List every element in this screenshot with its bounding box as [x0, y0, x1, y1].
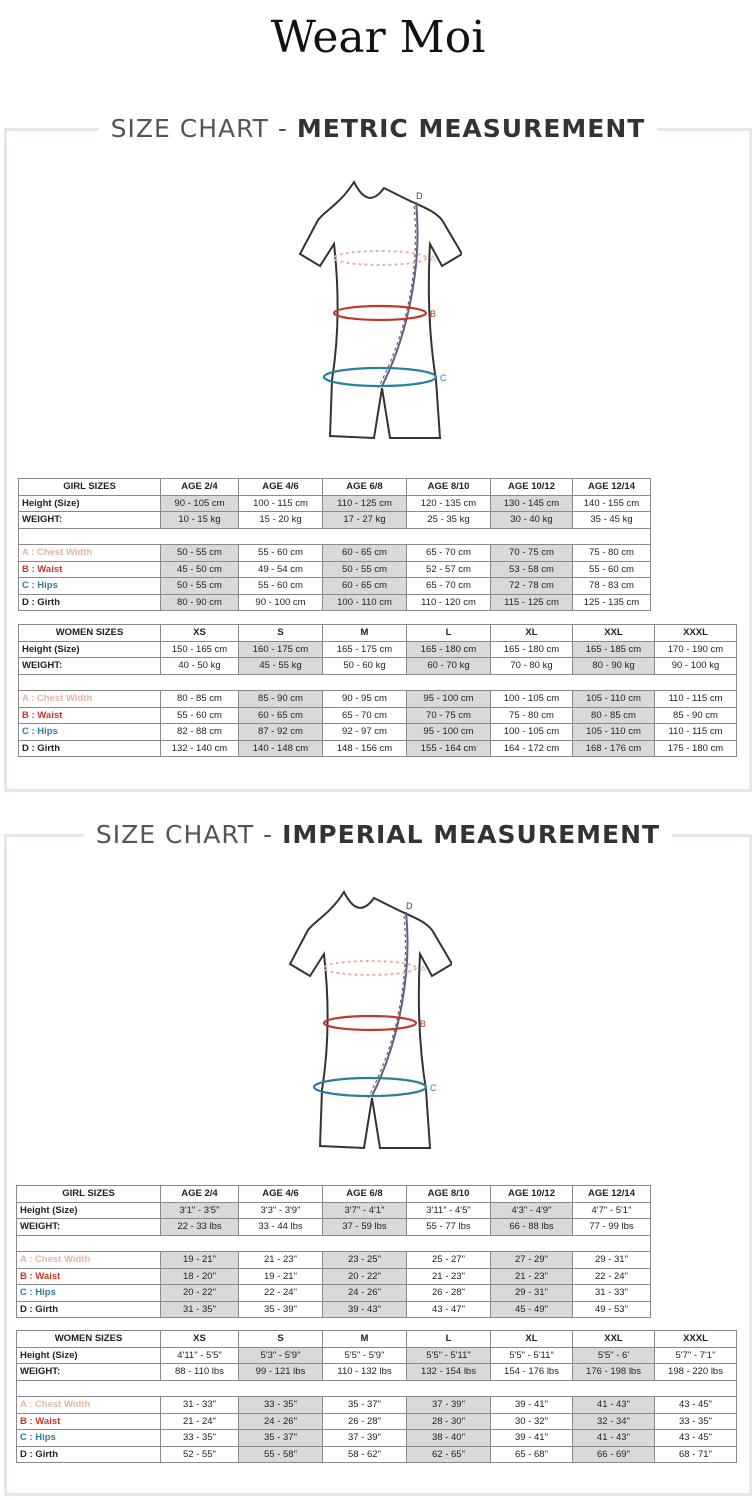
table-cell: 105 - 110 cm [573, 691, 655, 708]
table-cell: 24 - 26" [239, 1413, 323, 1430]
table-cell: 75 - 80 cm [573, 545, 651, 562]
table-cell: 21 - 23" [407, 1268, 491, 1285]
header-label: GIRL SIZES [19, 479, 161, 496]
table-cell: 95 - 100 cm [407, 691, 491, 708]
table-row [17, 1397, 737, 1414]
size-header: XXXL [655, 1331, 737, 1348]
table-cell: 5'5" - 5'11" [407, 1347, 491, 1364]
table-row [17, 1347, 737, 1364]
size-header: S [239, 1331, 323, 1348]
size-header: AGE 2/4 [161, 1186, 239, 1203]
row-label: WEIGHT: [17, 1364, 161, 1381]
table-cell: 5'3" - 5'9" [239, 1347, 323, 1364]
table-cell: 50 - 55 cm [161, 545, 239, 562]
table-cell: 33 - 35" [655, 1413, 737, 1430]
metric-body-diagram [292, 180, 462, 447]
header-label: WOMEN SIZES [19, 625, 161, 642]
table-cell: 32 - 34" [573, 1413, 655, 1430]
table-cell: 21 - 23" [239, 1252, 323, 1269]
table-cell: 130 - 145 cm [491, 495, 573, 512]
row-label: D : Girth [19, 740, 161, 757]
table-row [17, 1446, 737, 1463]
table-cell: 65 - 70 cm [407, 545, 491, 562]
table-cell: 52 - 57 cm [407, 561, 491, 578]
table-cell: 87 - 92 cm [239, 724, 323, 741]
table-cell: 3'7" - 4'1" [323, 1202, 407, 1219]
size-header: S [239, 625, 323, 642]
table-cell: 90 - 95 cm [323, 691, 407, 708]
imperial-title-plain: SIZE CHART - [95, 820, 274, 849]
table-cell: 5'5" - 5'11" [491, 1347, 573, 1364]
table-cell: 80 - 85 cm [573, 707, 655, 724]
table-header-row [17, 1186, 651, 1203]
table-row [17, 1202, 651, 1219]
table-row [19, 545, 651, 562]
table-cell: 65 - 70 cm [323, 707, 407, 724]
table-cell: 24 - 26" [323, 1285, 407, 1302]
table-row [19, 512, 651, 529]
table-cell: 43 - 45" [655, 1430, 737, 1447]
table-cell: 55 - 60 cm [161, 707, 239, 724]
table-row [17, 1364, 737, 1381]
table-cell: 45 - 50 cm [161, 561, 239, 578]
spacer-row [17, 1380, 737, 1397]
table-row [19, 707, 737, 724]
label-c: C [440, 373, 447, 383]
table-cell: 66 - 69" [573, 1446, 655, 1463]
table-cell: 55 - 60 cm [239, 578, 323, 595]
table-cell: 55 - 60 cm [573, 561, 651, 578]
size-header: XXL [573, 625, 655, 642]
table-cell: 85 - 90 cm [239, 691, 323, 708]
table-cell: 17 - 27 kg [323, 512, 407, 529]
table-row [17, 1268, 651, 1285]
table-cell: 40 - 50 kg [161, 658, 239, 675]
table-cell: 140 - 148 cm [239, 740, 323, 757]
imperial-section-title [0, 820, 756, 849]
table-row [17, 1252, 651, 1269]
row-label: B : Waist [19, 561, 161, 578]
table-cell: 5'5" - 6' [573, 1347, 655, 1364]
table-cell: 80 - 85 cm [161, 691, 239, 708]
table-cell: 198 - 220 lbs [655, 1364, 737, 1381]
row-label: C : Hips [19, 724, 161, 741]
table-cell: 55 - 58" [239, 1446, 323, 1463]
table-cell: 90 - 100 cm [239, 594, 323, 611]
table-cell: 110 - 115 cm [655, 691, 737, 708]
size-header: AGE 6/8 [323, 479, 407, 496]
table-row [19, 641, 737, 658]
table-cell: 100 - 105 cm [491, 724, 573, 741]
size-header: M [323, 1331, 407, 1348]
table-cell: 20 - 22" [323, 1268, 407, 1285]
table-cell: 29 - 31" [573, 1252, 651, 1269]
table-cell: 31 - 33" [573, 1285, 651, 1302]
table-cell: 50 - 55 cm [161, 578, 239, 595]
table-cell: 3'11" - 4'5" [407, 1202, 491, 1219]
table-cell: 4'11" - 5'5" [161, 1347, 239, 1364]
table-cell: 4'7" - 5'1" [573, 1202, 651, 1219]
bodysuit-diagram [282, 890, 452, 1152]
row-label: Height (Size) [19, 641, 161, 658]
table-cell: 110 - 115 cm [655, 724, 737, 741]
table-cell: 88 - 110 lbs [161, 1364, 239, 1381]
table-cell: 100 - 110 cm [323, 594, 407, 611]
table-cell: 39 - 43" [323, 1301, 407, 1318]
label-c: C [430, 1083, 437, 1093]
table-cell: 140 - 155 cm [573, 495, 651, 512]
label-d: D [416, 191, 423, 201]
table-cell: 60 - 65 cm [323, 545, 407, 562]
table-row [19, 724, 737, 741]
header-label: WOMEN SIZES [17, 1331, 161, 1348]
spacer-row [17, 1235, 651, 1252]
metric-title-bold: METRIC MEASUREMENT [296, 114, 646, 143]
table-cell: 155 - 164 cm [407, 740, 491, 757]
table-cell: 120 - 135 cm [407, 495, 491, 512]
table-row [17, 1301, 651, 1318]
table-cell: 39 - 41" [491, 1397, 573, 1414]
imperial-title-bold: IMPERIAL MEASUREMENT [282, 820, 661, 849]
size-header: XXL [573, 1331, 655, 1348]
table-cell: 99 - 121 lbs [239, 1364, 323, 1381]
table-cell: 43 - 45" [655, 1397, 737, 1414]
table-cell: 37 - 59 lbs [323, 1219, 407, 1236]
table-cell: 110 - 132 lbs [323, 1364, 407, 1381]
table-row [17, 1219, 651, 1236]
row-label: D : Girth [19, 594, 161, 611]
row-label: Height (Size) [17, 1202, 161, 1219]
size-header: AGE 8/10 [407, 479, 491, 496]
size-header: AGE 12/14 [573, 479, 651, 496]
table-cell: 25 - 27" [407, 1252, 491, 1269]
table-cell: 19 - 21" [239, 1268, 323, 1285]
table-cell: 30 - 32" [491, 1413, 573, 1430]
size-header: L [407, 1331, 491, 1348]
table-cell: 77 - 99 lbs [573, 1219, 651, 1236]
table-row [17, 1285, 651, 1302]
metric-girls-table [18, 478, 651, 611]
table-cell: 110 - 120 cm [407, 594, 491, 611]
table-cell: 49 - 53" [573, 1301, 651, 1318]
table-cell: 165 - 175 cm [323, 641, 407, 658]
row-label: C : Hips [19, 578, 161, 595]
table-cell: 90 - 100 kg [655, 658, 737, 675]
table-cell: 10 - 15 kg [161, 512, 239, 529]
size-header: XL [491, 1331, 573, 1348]
table-row [17, 1413, 737, 1430]
table-cell: 22 - 24" [573, 1268, 651, 1285]
row-label: D : Girth [17, 1301, 161, 1318]
table-cell: 55 - 77 lbs [407, 1219, 491, 1236]
table-cell: 78 - 83 cm [573, 578, 651, 595]
size-header: L [407, 625, 491, 642]
table-cell: 164 - 172 cm [491, 740, 573, 757]
table-cell: 29 - 31" [491, 1285, 573, 1302]
label-d: D [406, 901, 413, 911]
table-cell: 115 - 125 cm [491, 594, 573, 611]
table-cell: 160 - 175 cm [239, 641, 323, 658]
metric-title-plain: SIZE CHART - [110, 114, 288, 143]
row-label: A : Chest Width [19, 691, 161, 708]
spacer-row [19, 528, 651, 545]
label-a: A [430, 254, 437, 264]
row-label: C : Hips [17, 1430, 161, 1447]
table-cell: 148 - 156 cm [323, 740, 407, 757]
metric-women-table [18, 624, 737, 757]
table-cell: 31 - 33" [161, 1397, 239, 1414]
row-label: WEIGHT: [19, 512, 161, 529]
table-cell: 38 - 40" [407, 1430, 491, 1447]
table-row [19, 658, 737, 675]
table-cell: 72 - 78 cm [491, 578, 573, 595]
table-cell: 65 - 68" [491, 1446, 573, 1463]
table-cell: 53 - 58 cm [491, 561, 573, 578]
row-label: A : Chest Width [17, 1252, 161, 1269]
table-cell: 80 - 90 cm [161, 594, 239, 611]
brand-logo-wordmark [0, 0, 756, 70]
table-cell: 175 - 180 cm [655, 740, 737, 757]
row-label: C : Hips [17, 1285, 161, 1302]
table-cell: 65 - 70 cm [407, 578, 491, 595]
table-cell: 176 - 198 lbs [573, 1364, 655, 1381]
table-cell: 33 - 44 lbs [239, 1219, 323, 1236]
imperial-body-diagram [282, 890, 452, 1157]
table-cell: 90 - 105 cm [161, 495, 239, 512]
table-cell: 62 - 65" [407, 1446, 491, 1463]
table-cell: 41 - 43" [573, 1397, 655, 1414]
table-cell: 20 - 22" [161, 1285, 239, 1302]
table-cell: 3'1" - 3'5" [161, 1202, 239, 1219]
table-cell: 125 - 135 cm [573, 594, 651, 611]
table-cell: 50 - 55 cm [323, 561, 407, 578]
row-label: Height (Size) [19, 495, 161, 512]
size-header: AGE 4/6 [239, 1186, 323, 1203]
table-cell: 70 - 75 cm [407, 707, 491, 724]
row-label: A : Chest Width [17, 1397, 161, 1414]
table-cell: 35 - 45 kg [573, 512, 651, 529]
table-row [19, 561, 651, 578]
table-cell: 82 - 88 cm [161, 724, 239, 741]
row-label: WEIGHT: [17, 1219, 161, 1236]
table-cell: 100 - 105 cm [491, 691, 573, 708]
size-header: M [323, 625, 407, 642]
row-label: WEIGHT: [19, 658, 161, 675]
table-cell: 33 - 35" [161, 1430, 239, 1447]
imperial-girls-table [16, 1185, 651, 1318]
table-row [19, 594, 651, 611]
table-cell: 22 - 24" [239, 1285, 323, 1302]
table-cell: 35 - 37" [323, 1397, 407, 1414]
table-cell: 23 - 25" [323, 1252, 407, 1269]
table-cell: 30 - 40 kg [491, 512, 573, 529]
table-cell: 33 - 35" [239, 1397, 323, 1414]
table-cell: 3'3" - 3'9" [239, 1202, 323, 1219]
table-cell: 95 - 100 cm [407, 724, 491, 741]
table-cell: 41 - 43" [573, 1430, 655, 1447]
spacer-row [19, 674, 737, 691]
table-cell: 80 - 90 kg [573, 658, 655, 675]
table-cell: 170 - 190 cm [655, 641, 737, 658]
table-cell: 68 - 71" [655, 1446, 737, 1463]
table-cell: 132 - 140 cm [161, 740, 239, 757]
row-label: B : Waist [19, 707, 161, 724]
table-cell: 49 - 54 cm [239, 561, 323, 578]
table-cell: 154 - 176 lbs [491, 1364, 573, 1381]
table-cell: 35 - 39" [239, 1301, 323, 1318]
table-cell: 60 - 65 cm [239, 707, 323, 724]
table-cell: 60 - 70 kg [407, 658, 491, 675]
table-header-row [17, 1331, 737, 1348]
bodysuit-diagram [292, 180, 462, 442]
label-b: B [420, 1019, 427, 1029]
table-cell: 45 - 55 kg [239, 658, 323, 675]
table-cell: 92 - 97 cm [323, 724, 407, 741]
brand-name: Wear Moi [270, 12, 486, 63]
imperial-women-table [16, 1330, 737, 1463]
table-cell: 100 - 115 cm [239, 495, 323, 512]
table-cell: 168 - 176 cm [573, 740, 655, 757]
table-row [19, 740, 737, 757]
row-label: A : Chest Width [19, 545, 161, 562]
table-cell: 19 - 21" [161, 1252, 239, 1269]
size-header: AGE 12/14 [573, 1186, 651, 1203]
size-header: AGE 6/8 [323, 1186, 407, 1203]
table-row [19, 495, 651, 512]
size-header: XS [161, 1331, 239, 1348]
table-cell: 110 - 125 cm [323, 495, 407, 512]
table-cell: 85 - 90 cm [655, 707, 737, 724]
table-cell: 37 - 39" [323, 1430, 407, 1447]
table-cell: 66 - 88 lbs [491, 1219, 573, 1236]
table-cell: 39 - 41" [491, 1430, 573, 1447]
table-cell: 165 - 185 cm [573, 641, 655, 658]
table-cell: 45 - 49" [491, 1301, 573, 1318]
table-cell: 5'7" - 7'1" [655, 1347, 737, 1364]
table-cell: 5'5" - 5'9" [323, 1347, 407, 1364]
table-cell: 27 - 29" [491, 1252, 573, 1269]
size-header: XL [491, 625, 573, 642]
table-cell: 70 - 75 cm [491, 545, 573, 562]
row-label: Height (Size) [17, 1347, 161, 1364]
table-cell: 43 - 47" [407, 1301, 491, 1318]
table-row [19, 578, 651, 595]
table-cell: 35 - 37" [239, 1430, 323, 1447]
table-cell: 50 - 60 kg [323, 658, 407, 675]
size-header: AGE 10/12 [491, 1186, 573, 1203]
table-cell: 26 - 28" [407, 1285, 491, 1302]
table-cell: 37 - 39" [407, 1397, 491, 1414]
metric-section-title [0, 114, 756, 143]
table-cell: 58 - 62" [323, 1446, 407, 1463]
brand-logo [0, 0, 756, 70]
table-cell: 31 - 35" [161, 1301, 239, 1318]
row-label: D : Girth [17, 1446, 161, 1463]
size-header: XXXL [655, 625, 737, 642]
table-row [17, 1430, 737, 1447]
label-b: B [430, 309, 437, 319]
header-label: GIRL SIZES [17, 1186, 161, 1203]
size-header: AGE 4/6 [239, 479, 323, 496]
table-cell: 21 - 24" [161, 1413, 239, 1430]
row-label: B : Waist [17, 1268, 161, 1285]
table-cell: 165 - 180 cm [407, 641, 491, 658]
table-cell: 26 - 28" [323, 1413, 407, 1430]
table-cell: 55 - 60 cm [239, 545, 323, 562]
table-cell: 15 - 20 kg [239, 512, 323, 529]
table-cell: 75 - 80 cm [491, 707, 573, 724]
table-cell: 165 - 180 cm [491, 641, 573, 658]
size-header: AGE 2/4 [161, 479, 239, 496]
table-cell: 52 - 55" [161, 1446, 239, 1463]
size-header: AGE 8/10 [407, 1186, 491, 1203]
table-cell: 70 - 80 kg [491, 658, 573, 675]
table-cell: 4'3" - 4'9" [491, 1202, 573, 1219]
table-header-row [19, 625, 737, 642]
table-cell: 22 - 33 lbs [161, 1219, 239, 1236]
table-cell: 105 - 110 cm [573, 724, 655, 741]
table-cell: 132 - 154 lbs [407, 1364, 491, 1381]
table-header-row [19, 479, 651, 496]
size-header: AGE 10/12 [491, 479, 573, 496]
table-row [19, 691, 737, 708]
row-label: B : Waist [17, 1413, 161, 1430]
table-cell: 28 - 30" [407, 1413, 491, 1430]
size-header: XS [161, 625, 239, 642]
label-a: A [420, 964, 427, 974]
table-cell: 18 - 20" [161, 1268, 239, 1285]
table-cell: 25 - 35 kg [407, 512, 491, 529]
table-cell: 150 - 165 cm [161, 641, 239, 658]
table-cell: 60 - 65 cm [323, 578, 407, 595]
table-cell: 21 - 23" [491, 1268, 573, 1285]
